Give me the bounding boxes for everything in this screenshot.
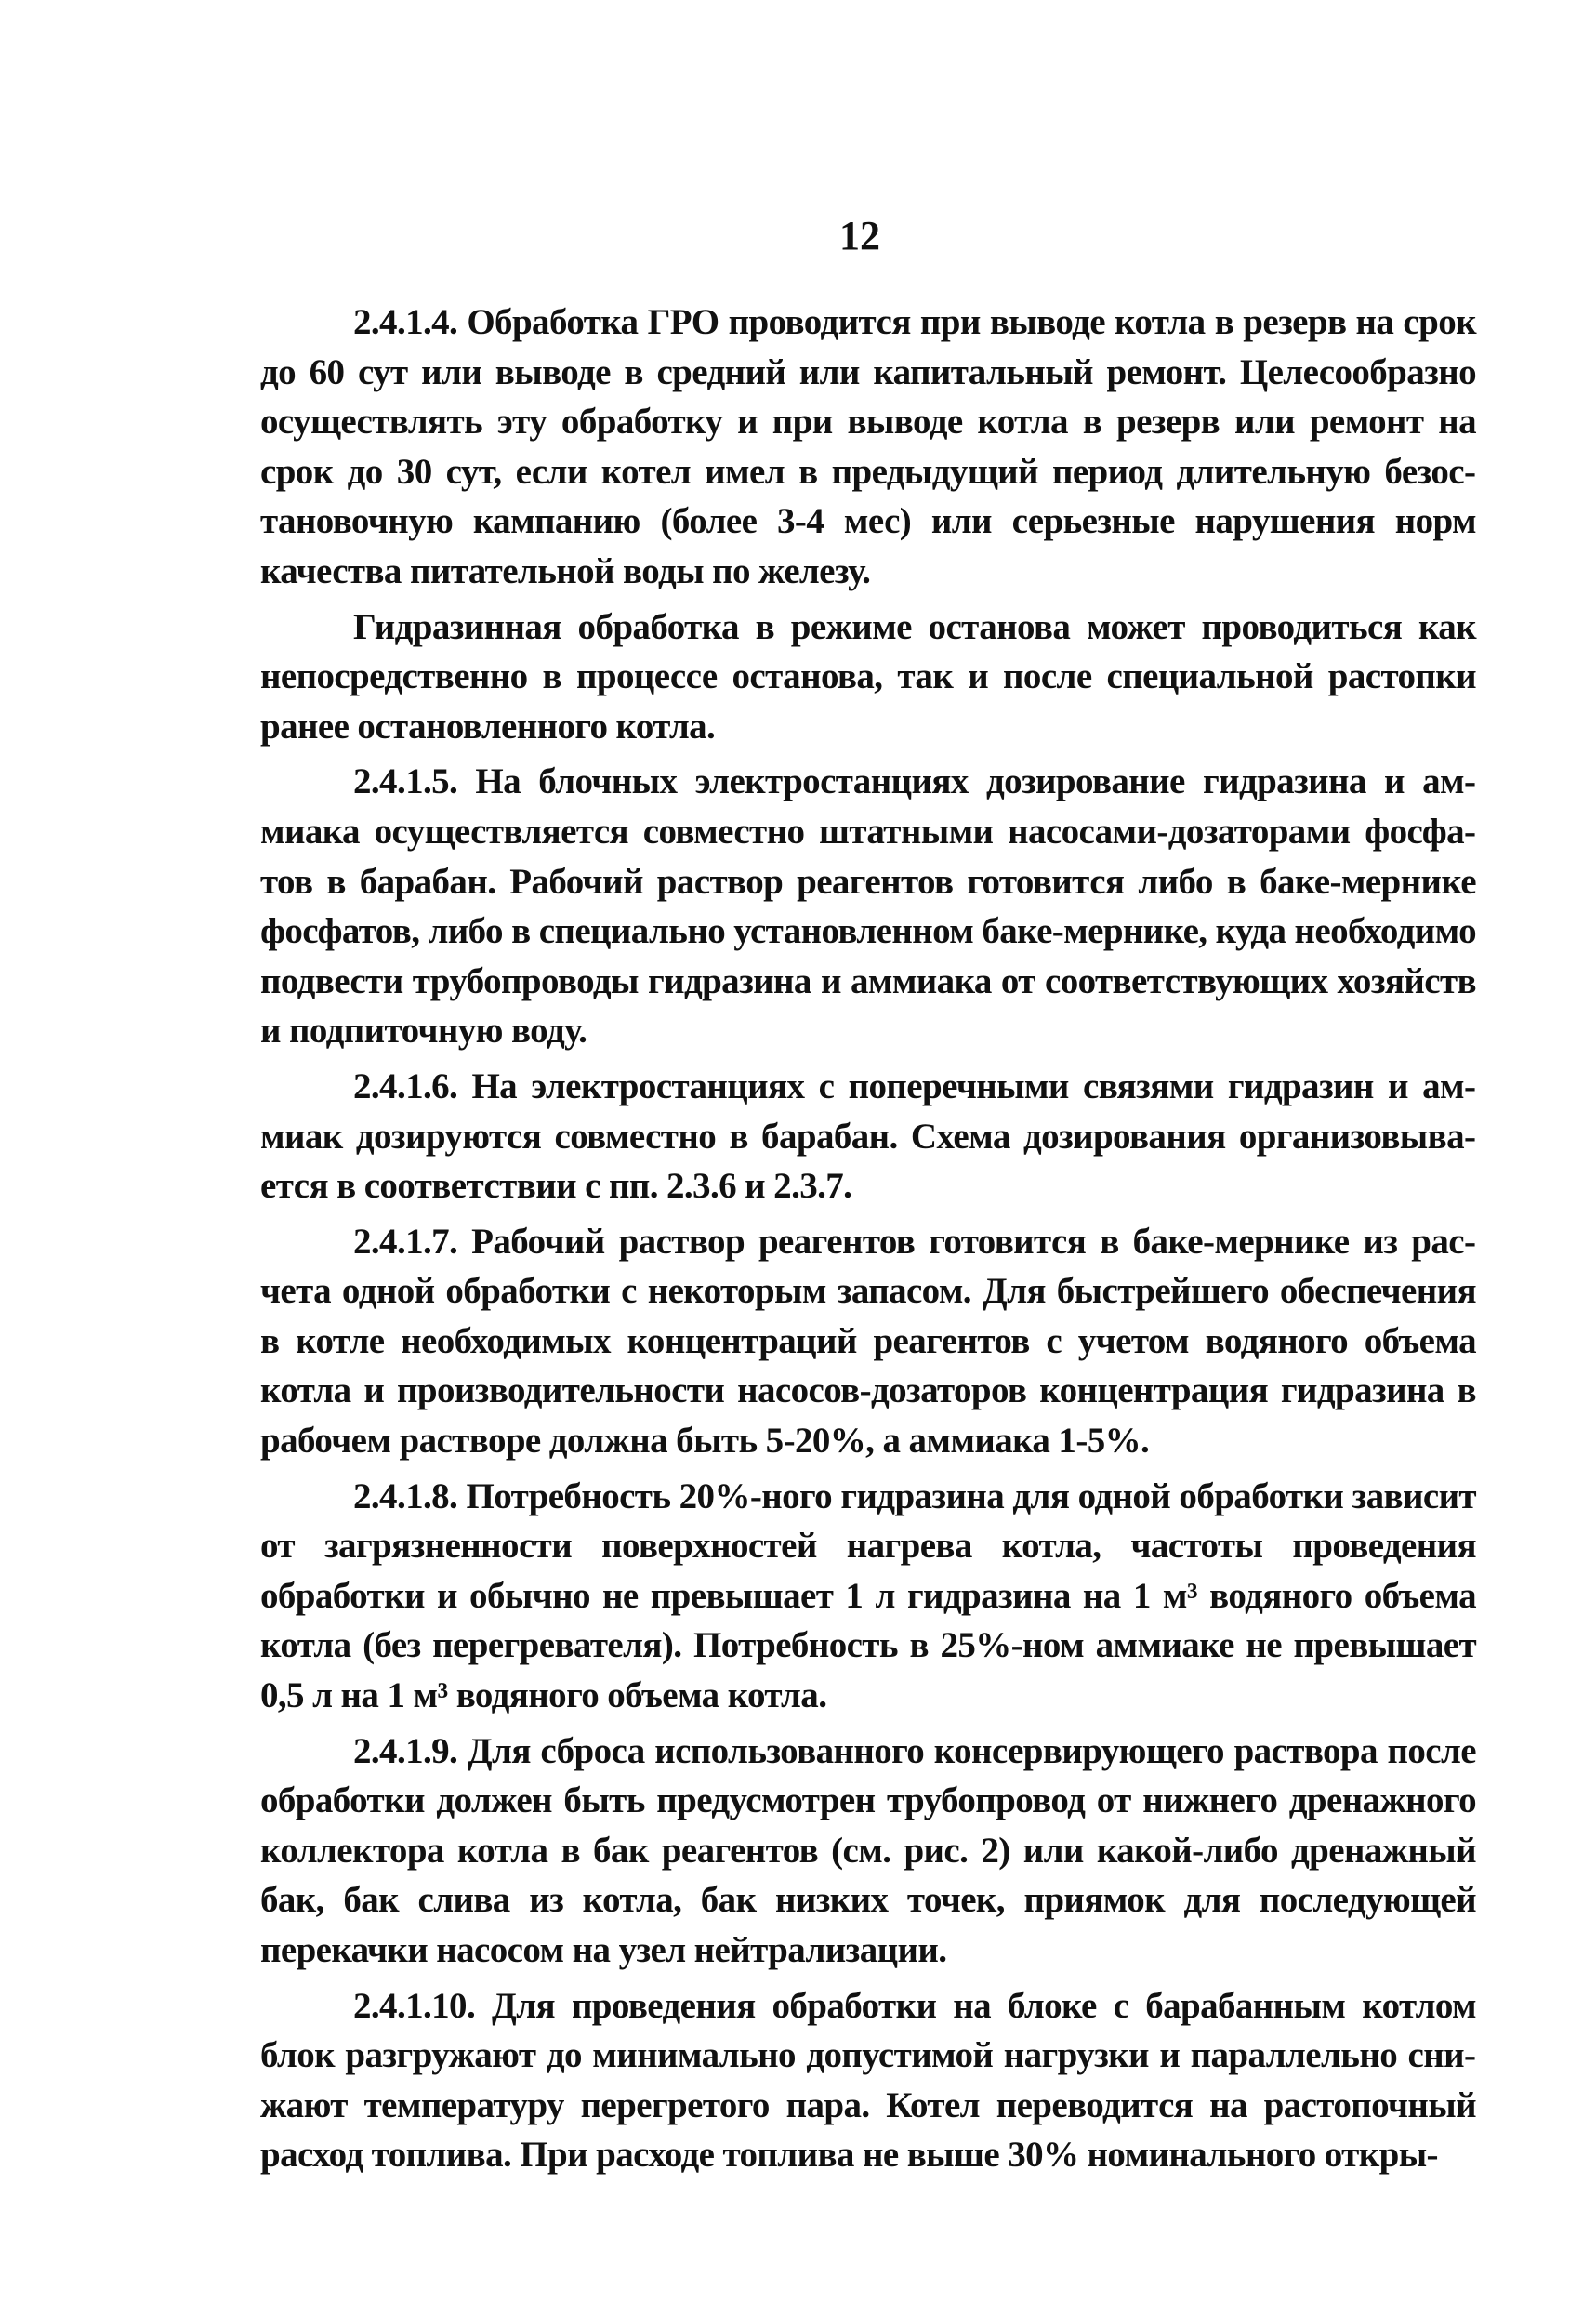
body-text [260, 298, 1476, 2186]
paragraph-2-4-1-4: 2.4.1.4. Обработка ГРО проводится при выводе котла в резерв на срок до 60 сут или выводе в средний или капитальный ремонт. Целесообразно осуществлять эту обработку и при выводе котла в резерв или ремонт на срок до 30 сут, если котел имел в предыдущий период длительную безостановочную кампанию (более 3-4 мес) или серьезные нарушения норм качества питательной воды по железу. [260, 302, 1476, 591]
paragraph-2-4-1-7: 2.4.1.7. Рабочий раствор реагентов готовится в баке-мернике из расчета одной обработки с некоторым запасом. Для быстрейшего обеспечения в котле необходимых концентраций реагентов с учетом водяного объема котла и производительности насосов-дозаторов концентрация гидразина в рабочем растворе должна быть 5-20%, а аммиака 1-5%. [260, 1221, 1476, 1462]
paragraph-hydrazine-treatment: Гидразинная обработка в режиме останова может проводиться как непосредственно в процессе останова, так и после специальной растопки ранее остановленного котла. [260, 606, 1476, 747]
paragraph-2-4-1-6: 2.4.1.6. На электростанциях с поперечными связями гидразин и аммиак дозируются совместно в барабан. Схема дозирования организовывается в соответствии с пп. 2.3.6 и 2.3.7. [260, 1065, 1476, 1207]
paragraph-2-4-1-5: 2.4.1.5. На блочных электростанциях дозирование гидразина и аммиака осуществляется совместно штатными насосами-дозаторами фосфатов в барабан. Рабочий раствор реагентов готовится либо в баке-мернике фосфатов, либо в специально установленном баке-мернике, куда необходимо подвести трубопроводы гидразина и аммиака от соответствующих хозяйств и подпиточную воду. [260, 761, 1476, 1052]
paragraph-2-4-1-9: 2.4.1.9. Для сброса использованного консервирующего раствора после обработки должен быть предусмотрен трубопровод от нижнего дренажного коллектора котла в бак реагентов (см. рис. 2) или какой-либо дренажный бак, бак слива из котла, бак низких точек, приямок для последующей перекачки насосом на узел нейтрализации. [260, 1730, 1476, 1970]
paragraph-2-4-1-10: 2.4.1.10. Для проведения обработки на блоке с барабанным котлом блок разгружают до минимально допустимой нагрузки и параллельно снижают температуру перегретого пара. Котел переводится на растопочный расход топлива. При расходе топлива не выше 30% номинального откры- [260, 1985, 1476, 2176]
paragraph-2-4-1-8: 2.4.1.8. Потребность 20%-ного гидразина для одной обработки зависит от загрязненности поверхностей нагрева котла, частоты проведения обработки и обычно не превышает 1 л гидразина на 1 м³ водяного объема котла (без перегревателя). Потребность в 25%-ном аммиаке не превышает 0,5 л на 1 м³ водяного объема котла. [260, 1476, 1476, 1716]
page-number: 12 [839, 213, 880, 258]
